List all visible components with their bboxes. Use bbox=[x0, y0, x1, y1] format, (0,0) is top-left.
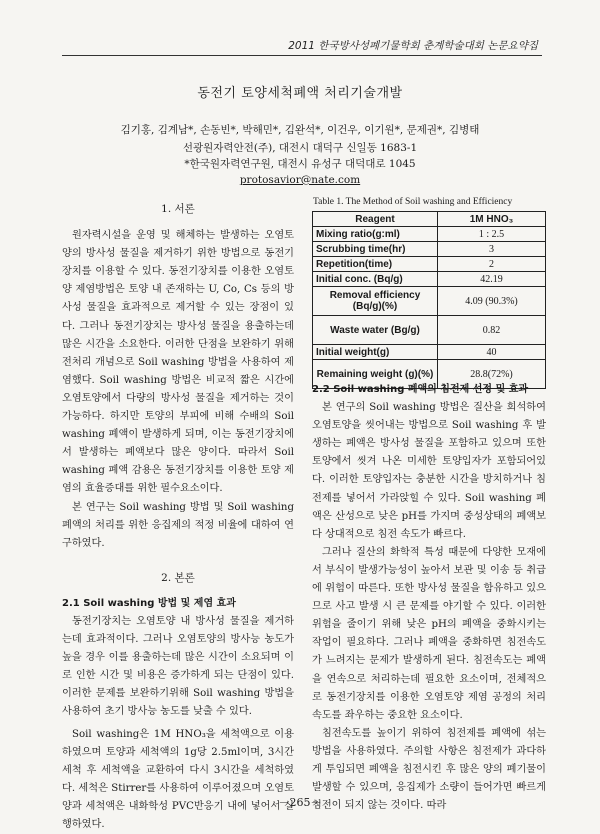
table-row bbox=[313, 242, 546, 257]
header-rule bbox=[62, 55, 542, 56]
table-cell-label: Initial weight(g) bbox=[313, 345, 438, 360]
author-list: 김기홍, 김계남*, 손동빈*, 박해민*, 김완석*, 이건우, 이기원*, 문제권*, 김병태 bbox=[120, 124, 480, 136]
table-cell-label: Mixing ratio(g:ml) bbox=[313, 227, 438, 242]
affiliation-2: *한국원자력연구원, 대전시 유성구 대덕대로 1045 bbox=[184, 158, 416, 170]
body-paragraph-3: 본 연구의 Soil washing 방법은 질산을 희석하여 오염토양을 씻어내는 방법으로 Soil washing 후 발생하는 폐액은 방사성 물질을 포함하고 있으며 또한 토양에서 씻겨 나온 미세한 토양입자가 포함되어있다. 이러한 토양입자는 충분한 시간을 방치하거나 침전제를 넣어서 가라앉힐 수 있다. Soil washing 폐액은 산성으로 낮은 pH를 가지며 중성상태의 폐액보다 상대적으로 침전 속도가 빠르다. bbox=[312, 402, 546, 540]
table-cell-label: Initial conc. (Bq/g) bbox=[313, 272, 438, 287]
table-row bbox=[313, 345, 546, 360]
paper-title: 동전기 토양세척폐액 처리기술개발 bbox=[197, 86, 403, 101]
table-cell-label: Removal efficiency (Bq/g)(%) bbox=[313, 287, 438, 316]
affiliation-1: 선광원자력안전(주), 대전시 대덕구 신일동 1683-1 bbox=[182, 142, 418, 154]
subsection-heading-2-2: 2.2 Soil washing 폐액의 침전제 선정 및 효과 bbox=[312, 384, 529, 395]
body-paragraph-1: 동전기장치는 오염토양 내 방사성 물질을 제거하는데 효과적이다. 그러나 오염토양의 방사능 농도가 높을 경우 이를 용출하는데 많은 시간이 소요되며 이로 인한 시간 및 비용은 증가하게 되는 단점이 있다. 이러한 문제를 보완하기위해 Soil washing 방법을 사용하여 초기 방사능 농도를 낮출 수 있다. bbox=[62, 615, 294, 718]
section-heading-body: 2. 본론 bbox=[161, 571, 195, 584]
subsection-heading-2-1: 2.1 Soil washing 방법 및 제염 효과 bbox=[62, 597, 236, 609]
body-paragraph-5: 침전속도를 높이기 위하여 침전제를 폐액에 섞는 방법을 사용하였다. 주의할 사항은 침전제가 과다하게 투입되면 폐액을 침전시킨 후 많은 양의 폐기물이 발생할 수 있으며, 응집제가 소량이 들어가면 빠르게 침전이 되지 않는 것이다. 따라 bbox=[312, 727, 546, 812]
body-paragraph-2: Soil washing은 1M HNO₃을 세척액으로 이용하였으며 토양과 세척액의 1g당 2.5ml이며, 3시간 세척 후 세척액을 교환하여 다시 3시간을 세척하였다. 세척은 Stirrer를 사용하여 이루어졌으며 오염토양과 세척액은 내화학성 PVC반응기 내에 넣어서 실행하였다. bbox=[62, 728, 294, 830]
body-paragraph-4: 그러나 질산의 화학적 특성 때문에 다양한 모재에서 부식이 발생가능성이 높아서 보관 및 이송 등 취급에 위험이 따른다. 또한 방사성 물질을 함유하고 있으므로 사고 발생 시 큰 문제를 야기할 수 있다. 이러한 위험을 줄이기 위해 낮은 pH의 폐액을 중화시키는 작업이 필요하다. 그러나 폐액을 중화하면 침전속도가 느려지는 문제가 발생하게 된다. 침전속도는 폐액을 연속으로 처리하는데 필요한 요소이며, 전체적으로 동전기장치를 이용한 오염토양 제염 공정의 처리속도를 좌우하는 중요한 요소이다. bbox=[312, 546, 546, 721]
contact-email[interactable]: protosavior@nate.com bbox=[239, 174, 361, 186]
table-cell-label: Repetition(time) bbox=[313, 257, 438, 272]
right-column bbox=[312, 381, 546, 815]
table-cell-label: Scrubbing time(hr) bbox=[313, 242, 438, 257]
table-cell-value: 40 bbox=[438, 345, 546, 360]
washing-method-table bbox=[312, 211, 546, 389]
table-row bbox=[313, 272, 546, 287]
left-column bbox=[62, 200, 294, 834]
table-caption: Table 1. The Method of Soil washing and Efficiency bbox=[313, 197, 513, 207]
table-header-cell: Reagent bbox=[313, 212, 438, 227]
table-cell-value: 3 bbox=[438, 242, 546, 257]
table-cell-label: Waste water (Bg/g) bbox=[313, 316, 438, 345]
table-row bbox=[313, 227, 546, 242]
table-row bbox=[313, 287, 546, 316]
table-row bbox=[313, 316, 546, 345]
table-cell-value: 2 bbox=[438, 257, 546, 272]
table-cell-value: 0.82 bbox=[438, 316, 546, 345]
section-heading-intro: 1. 서론 bbox=[161, 203, 195, 215]
intro-paragraph-2: 본 연구는 Soil washing 방법 및 Soil washing 폐액의 처리를 위한 응집제의 적정 비율에 대하여 연구하였다. bbox=[62, 501, 294, 549]
journal-header: 2011 한국방사성폐기물학회 춘계학술대회 논문요약집 bbox=[288, 40, 538, 52]
table-row bbox=[313, 257, 546, 272]
page-number: －265－ bbox=[278, 796, 322, 809]
table-header-row bbox=[313, 212, 546, 227]
table-header-cell: 1M HNO₃ bbox=[438, 212, 546, 227]
table-cell-value: 4.09 (90.3%) bbox=[438, 287, 546, 316]
table-cell-value: 42.19 bbox=[438, 272, 546, 287]
table-cell-value: 1 : 2.5 bbox=[438, 227, 546, 242]
table-cell-label: Remaining weight (g)(%) bbox=[313, 360, 438, 389]
table-cell-value: 28.8(72%) bbox=[438, 360, 546, 389]
intro-paragraph-1: 원자력시설을 운영 및 해체하는 발생하는 오염토양의 방사성 물질을 제거하기 위한 방법으로 동전기장치를 이용할 수 있다. 동전기장치를 이용한 오염토양 제염방법은 토양 내 존재하는 U, Co, Cs 등의 방사성 물질을 효과적으로 제거할 수 있는 장점이 있다. 그러나 동전기장치는 방사성 물질을 용출하는데 많은 시간을 소요한다. 이러한 단점을 보완하기 위해 전처리 개념으로 Soil washing 방법을 사용하여 제염했다. Soil washing 방법은 비교적 짧은 시간에 오염토양에서 다량의 방사성 물질을 제거하는 것이 가능하다. 하지만 토양의 부피에 비해 수배의 Soil washing 폐액이 발생하게 되며, 이는 동전기장치에서 발생하는 폐액보다 많은 양이다. 따라서 Soil washing 폐액 감용은 동전기장치를 이용한 토양 제염의 효율증대를 위한 필수요소이다. bbox=[62, 230, 294, 495]
